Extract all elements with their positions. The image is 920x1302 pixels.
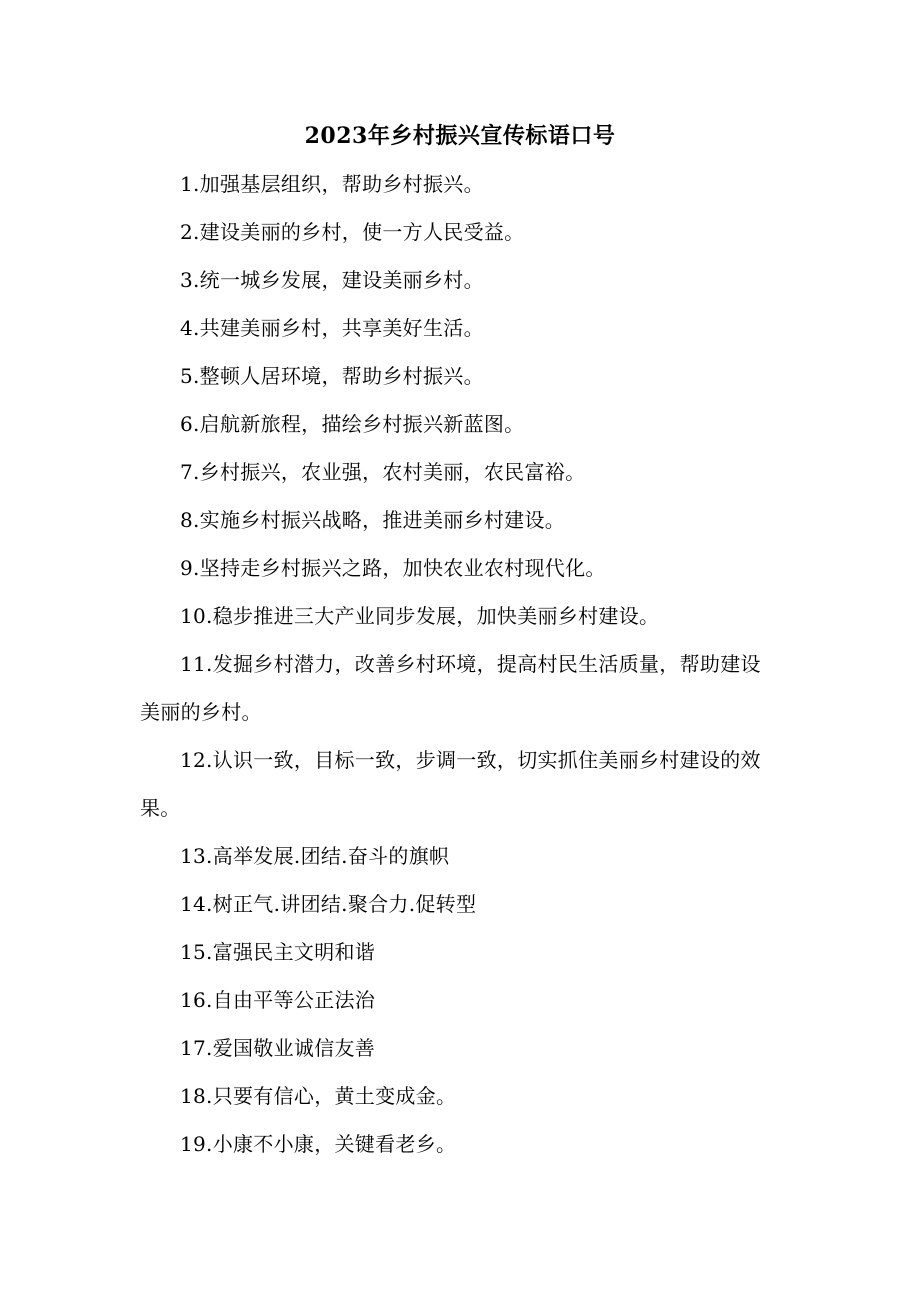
list-item: 13.高举发展.团结.奋斗的旗帜 [180, 844, 450, 868]
list-item: 14.树正气.讲团结.聚合力.促转型 [180, 892, 477, 916]
list-item: 12.认识一致，目标一致，步调一致，切实抓住美丽乡村建设的效果。 [140, 748, 761, 820]
list-item: 8.实施乡村振兴战略，推进美丽乡村建设。 [180, 508, 566, 532]
list-item: 19.小康不小康，关键看老乡。 [180, 1132, 457, 1156]
document-title: 2023年乡村振兴宣传标语口号 [304, 123, 616, 149]
list-item: 4.共建美丽乡村，共享美好生活。 [180, 316, 484, 340]
list-item: 11.发掘乡村潜力，改善乡村环境，提高村民生活质量，帮助建设美丽的乡村。 [140, 652, 761, 724]
list-item: 10.稳步推进三大产业同步发展，加快美丽乡村建设。 [180, 604, 660, 628]
list-item: 16.自由平等公正法治 [180, 988, 376, 1012]
slogan-list [140, 160, 780, 1168]
list-item: 1.加强基层组织，帮助乡村振兴。 [180, 172, 484, 196]
list-item: 15.富强民主文明和谐 [180, 940, 376, 964]
list-item: 9.坚持走乡村振兴之路，加快农业农村现代化。 [180, 556, 606, 580]
list-item: 18.只要有信心，黄土变成金。 [180, 1084, 457, 1108]
list-item: 5.整顿人居环境，帮助乡村振兴。 [180, 364, 484, 388]
list-item: 7.乡村振兴，农业强，农村美丽，农民富裕。 [180, 460, 586, 484]
list-item: 6.启航新旅程，描绘乡村振兴新蓝图。 [180, 412, 525, 436]
list-item: 3.统一城乡发展，建设美丽乡村。 [180, 268, 484, 292]
list-item: 17.爱国敬业诚信友善 [180, 1036, 376, 1060]
list-item: 2.建设美丽的乡村，使一方人民受益。 [180, 220, 525, 244]
